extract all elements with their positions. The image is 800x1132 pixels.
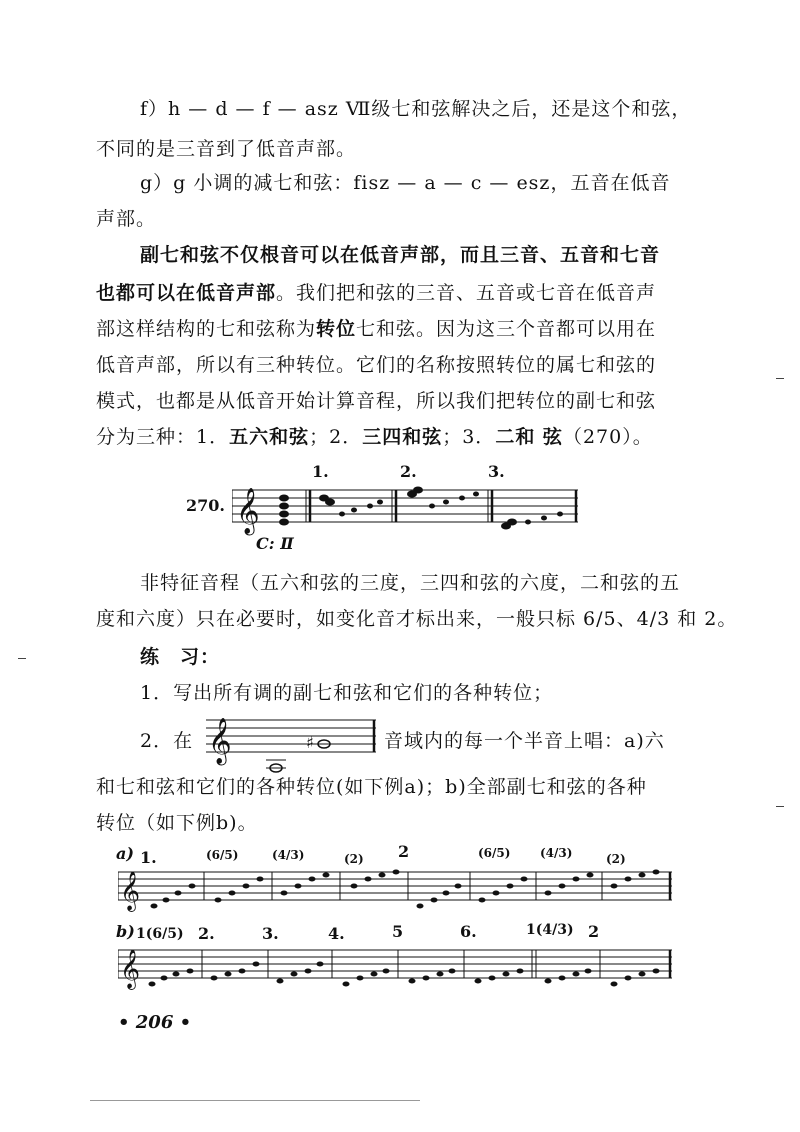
example-b-staff (118, 944, 674, 994)
example-b-label: b) (116, 922, 135, 941)
text-line-3: g）g 小调的减七和弦：fisz — a — c — esz，五音在低音 (140, 172, 671, 194)
text-line-7-bold: 转位 (316, 318, 357, 340)
exercise-item-1: 1．写出所有调的副七和弦和它们的各种转位； (140, 682, 554, 704)
text-line-16: 和七和弦和它们的各种转位(如下例a)；b)全部副七和弦的各种 (96, 776, 647, 798)
text-line-7b: 七和弦。因为这三个音都可以用在 (356, 318, 657, 340)
text-line-5: 副七和弦不仅根音可以在低音声部，而且三音、五音和七音 (140, 244, 661, 266)
text-line-10 (96, 422, 653, 452)
example-a-mark-6: (6/5) (478, 846, 511, 860)
text-line-10-bold-3: 二和 弦 (495, 426, 563, 448)
example-b-mark-5: 5 (392, 922, 404, 941)
text-line-1: f）h — d — f — asz Ⅶ级七和弦解决之后，还是这个和弦， (140, 98, 692, 120)
bottom-scan-rule (90, 1100, 420, 1101)
example-b-mark-6: 6. (460, 922, 477, 941)
example-b-mark-7: 1(4/3) (526, 922, 574, 938)
range-staff (206, 708, 378, 774)
example-a-mark-7: (4/3) (540, 846, 573, 860)
exercise-item-2-start: 2．在 (140, 730, 194, 752)
example-270-inversion-1: 1. (312, 462, 329, 481)
svg-text:𝄞: 𝄞 (120, 949, 141, 989)
example-a-label: a) (116, 844, 134, 863)
text-line-17: 转位（如下例b)。 (96, 812, 258, 834)
svg-text:𝄞: 𝄞 (236, 488, 260, 534)
exercise-item-2-end: 音域内的每一个半音上唱：a)六 (384, 730, 665, 752)
text-line-9: 模式，也都是从低音开始计算音程，所以我们把转位的副七和弦 (96, 390, 657, 412)
text-line-10d: （270）。 (562, 426, 653, 448)
example-b-mark-4: 4. (328, 924, 345, 943)
text-line-10a: 分为三种：1． (96, 426, 230, 448)
text-line-6-rest: 。我们把和弦的三音、五音或七音在低音声 (276, 282, 657, 304)
text-line-7a: 部这样结构的七和弦称为 (96, 318, 317, 340)
margin-tick-right-2 (776, 806, 784, 807)
text-line-12: 度和六度）只在必要时，如变化音才标出来，一般只标 6/5、4/3 和 2。 (96, 608, 738, 630)
svg-text:𝄞: 𝄞 (120, 871, 141, 911)
text-line-6 (96, 278, 656, 308)
margin-tick-left (18, 658, 26, 659)
text-line-10c: ；3． (442, 426, 496, 448)
svg-text:♯: ♯ (306, 733, 314, 752)
margin-tick-right (776, 378, 784, 379)
example-a-mark-2: (6/5) (206, 848, 239, 862)
example-a-mark-4: (2) (344, 852, 364, 866)
text-line-8: 低音声部，所以有三种转位。它们的名称按照转位的属七和弦的 (96, 354, 657, 376)
text-line-7 (96, 314, 656, 344)
text-line-2: 不同的是三音到了低音声部。 (96, 138, 357, 160)
example-a-mark-5: 2 (398, 842, 410, 861)
exercise-heading: 练 习： (140, 646, 221, 668)
svg-text:𝄞: 𝄞 (208, 718, 232, 764)
example-270-staff (232, 478, 580, 538)
text-line-4: 声部。 (96, 208, 157, 230)
text-line-11: 非特征音程（五六和弦的三度，三四和弦的六度，二和弦的五 (140, 572, 681, 594)
text-line-10-bold-2: 三四和弦 (362, 426, 443, 448)
example-b-mark-8: 2 (588, 922, 600, 941)
example-b-mark-1: 1(6/5) (136, 926, 184, 942)
example-a-mark-1: 1. (140, 848, 157, 867)
text-line-6-bold: 也都可以在低音声部 (96, 282, 277, 304)
text-line-10-bold-1: 五六和弦 (229, 426, 310, 448)
example-a-staff (118, 866, 674, 916)
example-270-inversion-3: 3. (488, 462, 505, 481)
example-a-mark-8: (2) (606, 852, 626, 866)
example-b-mark-3: 3. (262, 924, 279, 943)
page-number: • 206 • (118, 1012, 192, 1033)
example-270-label: 270. (186, 496, 225, 515)
example-270-key-label: C: Ⅱ (256, 534, 294, 553)
example-a-mark-3: (4/3) (272, 848, 305, 862)
example-270-inversion-2: 2. (400, 462, 417, 481)
text-line-10b: ；2． (309, 426, 363, 448)
example-b-mark-2: 2. (198, 924, 215, 943)
